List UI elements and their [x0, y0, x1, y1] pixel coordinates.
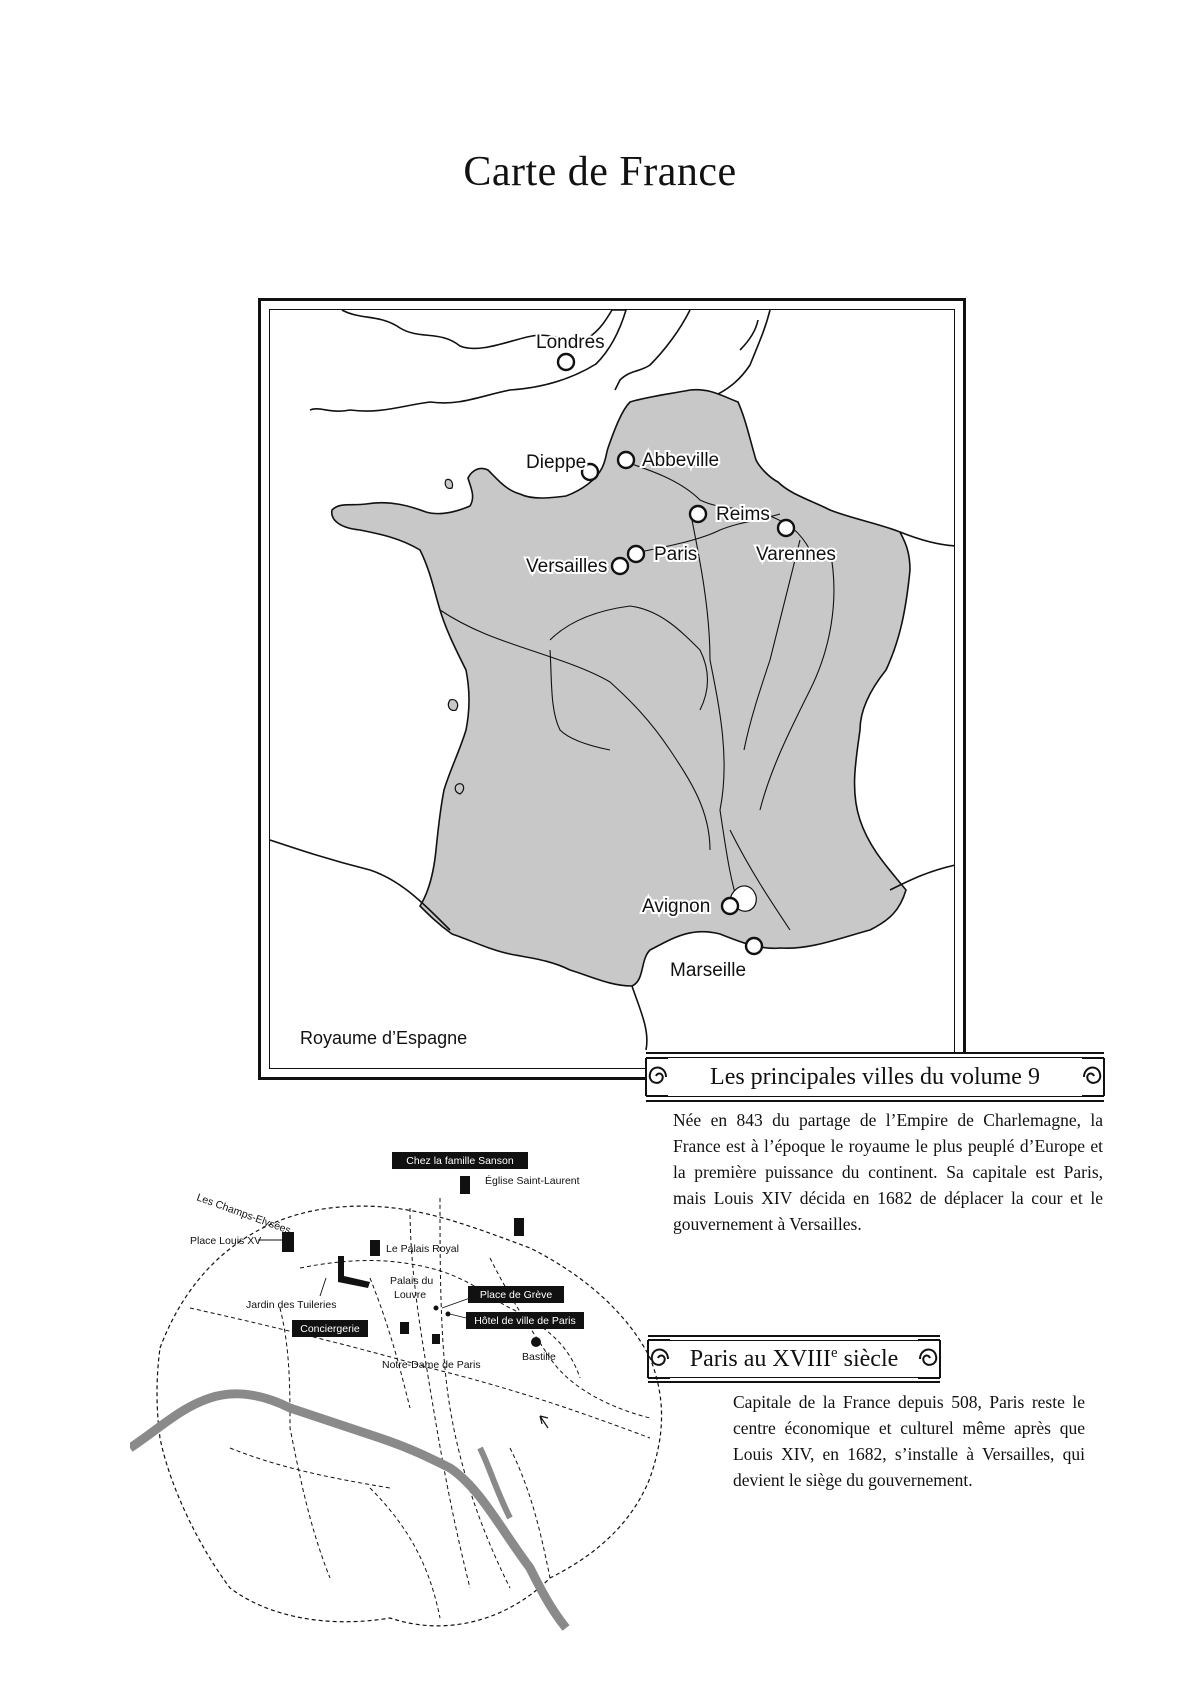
france-map-svg [270, 310, 955, 1069]
city-label-reims: Reims [716, 504, 770, 525]
germany-border [900, 532, 955, 546]
label-bastille: Bastille [522, 1351, 556, 1363]
city-label-avignon: Avignon [642, 896, 711, 917]
right-scroll-ornament-icon [912, 1334, 946, 1384]
lowlands-coast [710, 310, 770, 398]
city-label-varennes: Varennes [756, 544, 836, 565]
city-dieppe [526, 452, 598, 480]
city-label-dieppe: Dieppe [526, 452, 587, 473]
building-notre-dame [432, 1334, 440, 1344]
marker-bastille [531, 1337, 541, 1347]
england-coast-east [615, 310, 690, 390]
city-marker [778, 520, 794, 536]
section2-heading-banner [648, 1335, 940, 1383]
city-wall [157, 1206, 662, 1626]
marker-place-greve [434, 1306, 439, 1311]
city-marker [746, 938, 762, 954]
label-chez-sanson: Chez la famille Sanson [406, 1155, 514, 1167]
label-conciergerie: Conciergerie [300, 1323, 360, 1335]
heading-sup: e [831, 1344, 838, 1361]
spain-border [270, 840, 450, 930]
boulevards [190, 1198, 650, 1618]
city-label-marseille: Marseille [670, 960, 747, 981]
section1-body: Née en 843 du partage de l’Empire de Charlemagne, la France est à l’époque le royaume le plus peuplé d’Europe et la première puissance du continent. Sa capitale est Paris, mais Louis XIV décida en 1682 de déplacer la cour et le gouvernement à Versailles. [673, 1110, 1103, 1234]
label-palais-du: Palais du [390, 1275, 434, 1287]
city-marker [618, 452, 634, 468]
label-eglise-saint-laurent: Église Saint-Laurent [485, 1175, 580, 1187]
paris-map [130, 1148, 690, 1648]
heading-prefix: Paris au [689, 1345, 773, 1372]
france-map-inner [269, 309, 955, 1069]
region-label-espagne: Royaume d’Espagne [300, 1028, 468, 1048]
label-louvre: Louvre [394, 1289, 427, 1301]
left-scroll-ornament-icon [640, 1052, 674, 1102]
section2-body: Capitale de la France depuis 508, Paris reste le centre économique et culturel même après que Louis XIV, en 1682, s’installe à Versailles, qui devient le siège du gouvernement. [733, 1392, 1085, 1490]
city-marker [558, 354, 574, 370]
city-paris [628, 544, 697, 565]
box-place-greve [468, 1286, 564, 1303]
section1-heading: Les principales villes du volume 9 [710, 1063, 1040, 1090]
city-marker [612, 558, 628, 574]
right-scroll-ornament-icon [1076, 1052, 1110, 1102]
marker-hotel-ville [446, 1312, 451, 1317]
city-reims [690, 504, 770, 525]
city-marker [690, 506, 706, 522]
label-hotel-ville: Hôtel de ville de Paris [474, 1315, 576, 1327]
city-marseille [670, 938, 762, 981]
city-label-versailles: Versailles [526, 556, 608, 577]
box-chez-sanson [392, 1152, 528, 1169]
heading-suffix: siècle [837, 1345, 899, 1372]
building-conciergerie [400, 1322, 409, 1334]
city-marker [722, 898, 738, 914]
label-champs-elysees: Les Champs-Elysées [194, 1191, 293, 1237]
heading-century: XVIII [772, 1345, 832, 1372]
box-hotel-ville [466, 1312, 584, 1329]
label-place-greve: Place de Grève [479, 1289, 553, 1301]
england-coast [310, 310, 626, 411]
city-label-paris: Paris [654, 544, 698, 565]
paris-map-svg [130, 1148, 690, 1648]
box-conciergerie [292, 1320, 368, 1337]
city-marker [628, 546, 644, 562]
page-title: Carte de France [463, 149, 737, 195]
building-palais-royal [370, 1240, 380, 1256]
label-notre-dame: Notre-Dame de Paris [382, 1359, 481, 1371]
label-palais-royal: Le Palais Royal [386, 1243, 459, 1255]
building-sanson [460, 1176, 470, 1194]
france-land [332, 390, 910, 986]
seine-river [130, 1394, 566, 1628]
arrow-icon [540, 1416, 548, 1428]
city-label-abbeville: Abbeville [642, 450, 720, 471]
label-jardin-tuileries: Jardin des Tuileries [246, 1299, 337, 1311]
section2-heading [690, 1346, 899, 1373]
section1-heading-banner [646, 1052, 1104, 1102]
building-laurent [514, 1218, 524, 1236]
france-map [258, 298, 966, 1080]
city-label-londres: Londres [536, 332, 605, 353]
med-coast [632, 986, 647, 1050]
label-place-louis-xv: Place Louis XV [190, 1235, 262, 1247]
